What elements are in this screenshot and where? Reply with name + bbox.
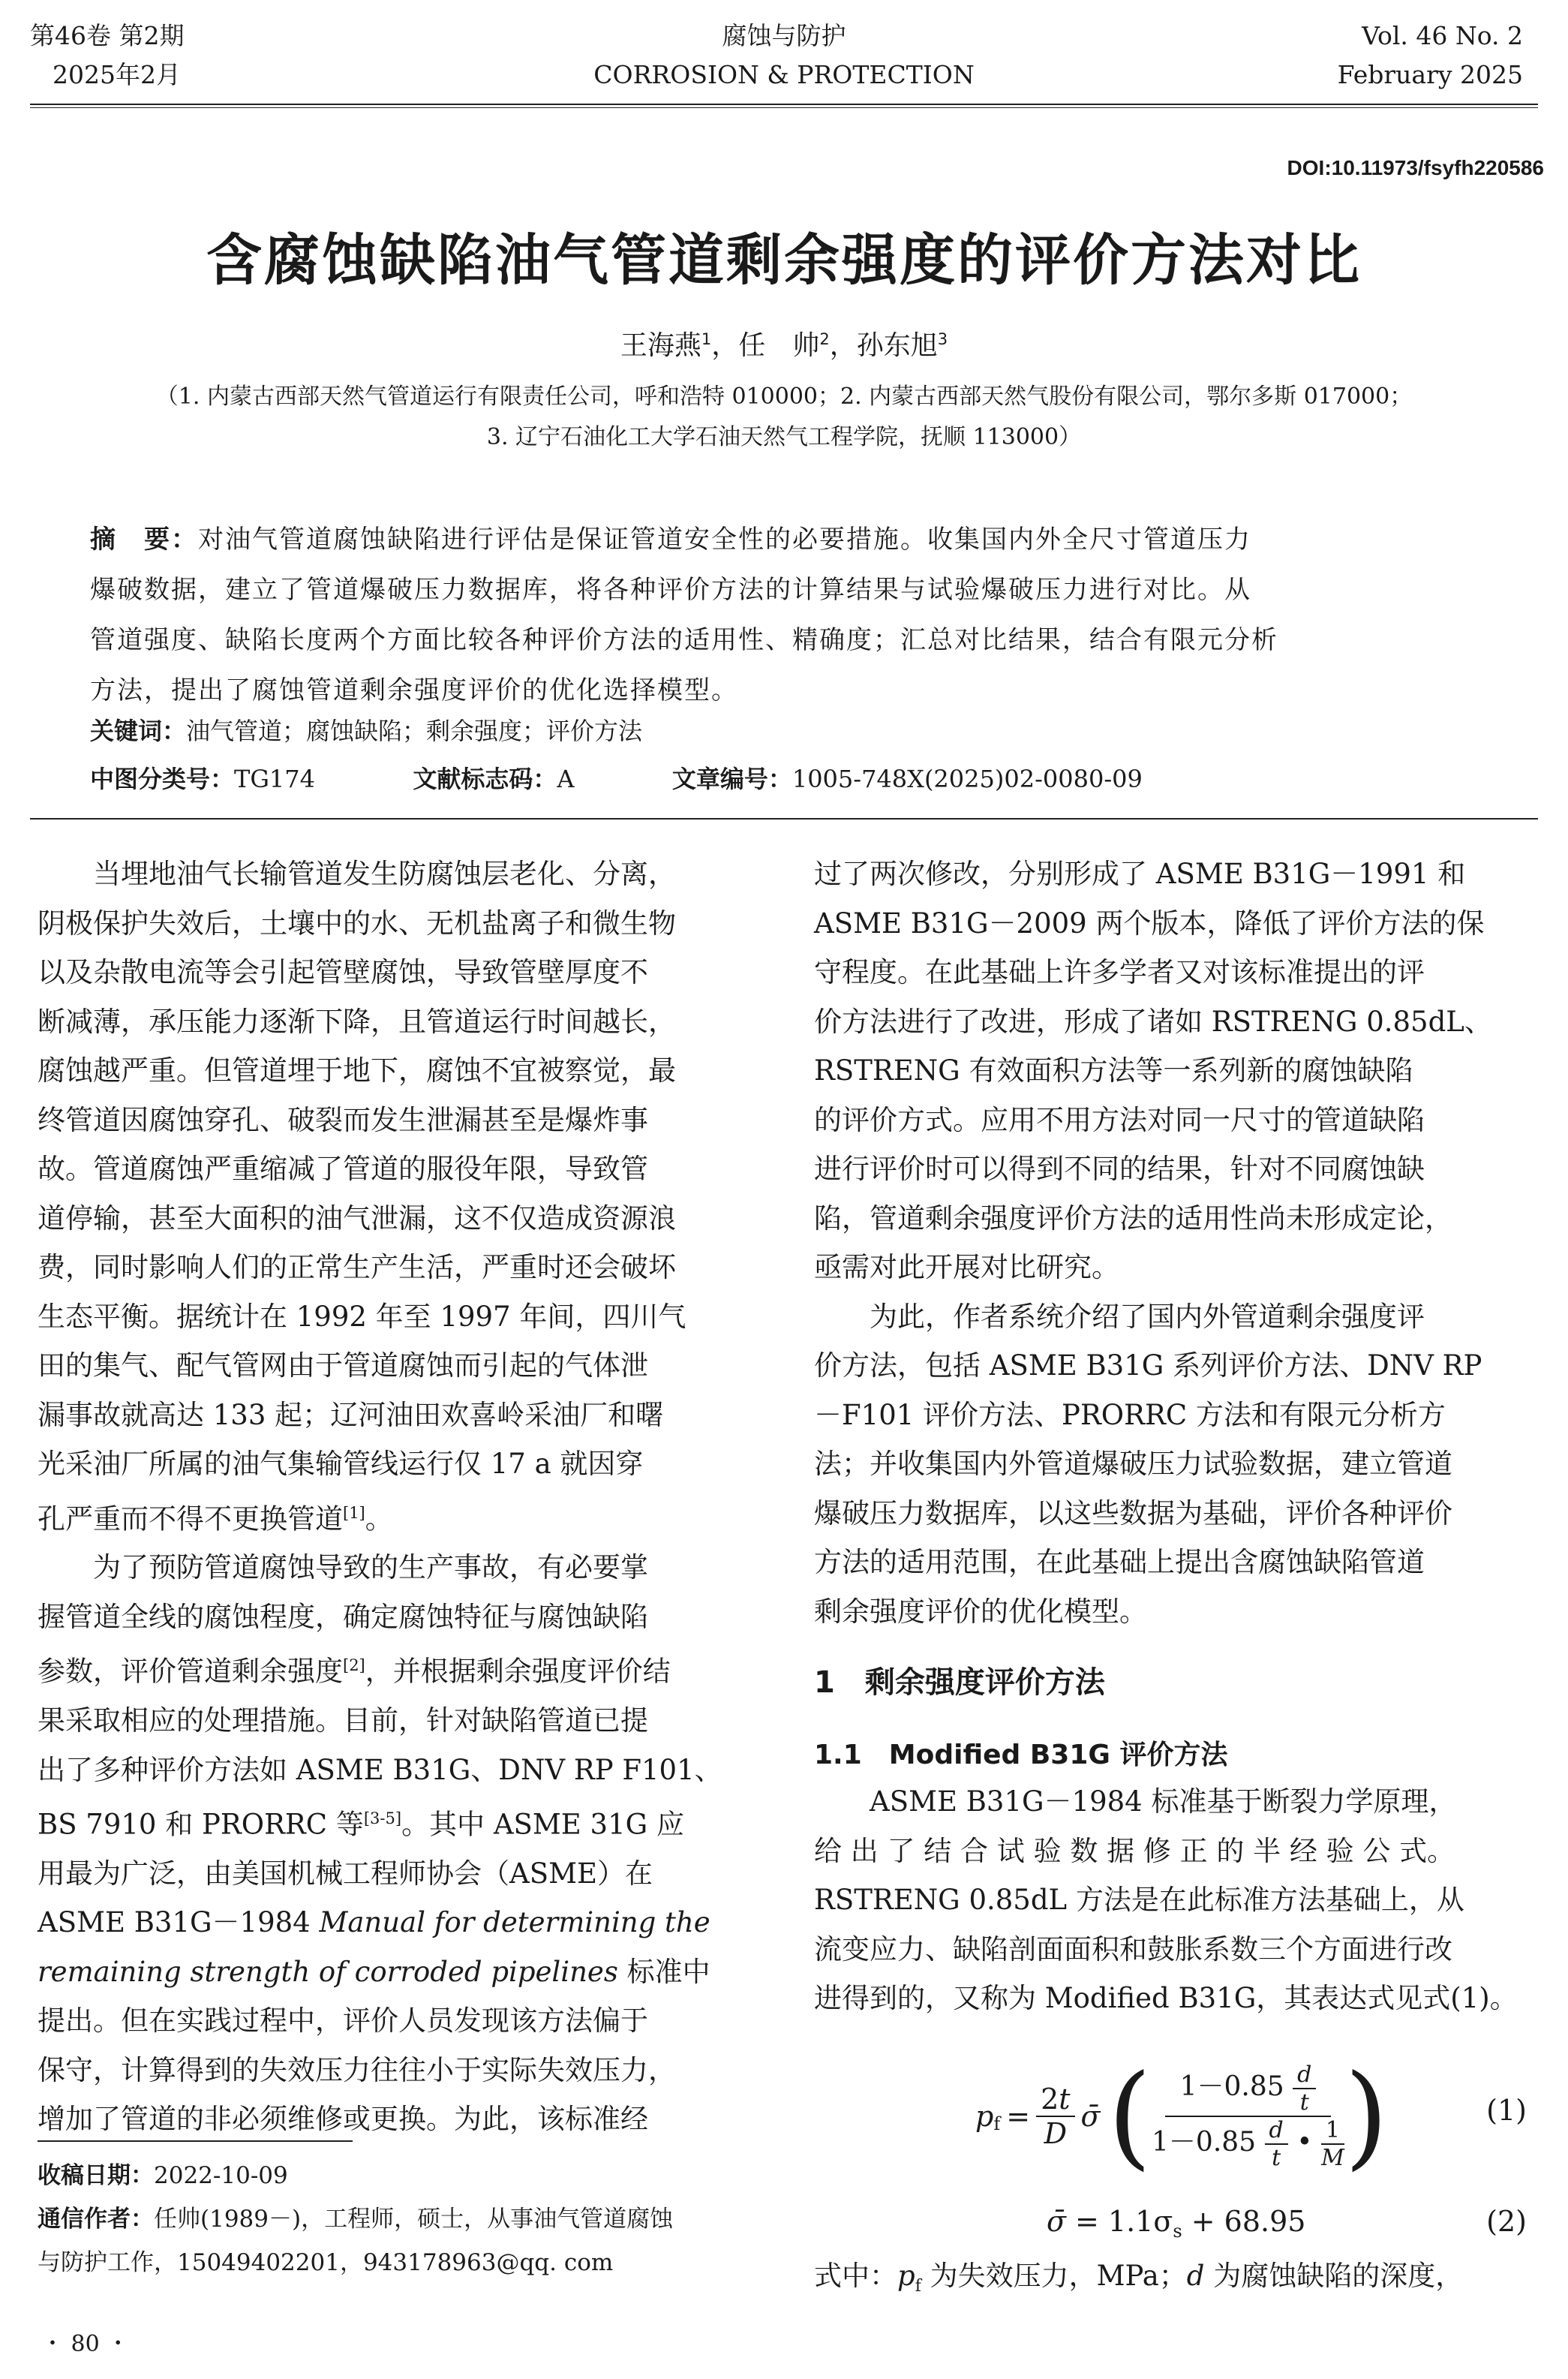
variable-definition: 式中：$p_f$ 为失效压力，MPa；d 为腐蚀缺陷的深度，	[814, 2260, 1464, 2296]
equation-1: p f = $\frac{2t}{D}$ σ̄ ( 1－0.85 $\frac{d}{t}$ 1－0.85 $\frac{d}{t}$ • $\frac{1}{M}$ )	[975, 2051, 1389, 2182]
paragraph	[38, 850, 758, 899]
text-line: ，并根据剩余强度评价结	[365, 1655, 671, 1688]
section-heading-1-1: 1.1 Modified B31G 评价方法	[814, 1740, 1228, 1770]
text-line: 标准中	[617, 1955, 710, 1988]
text-line: ASME B31G－1984 标准基于断裂力学原理，	[870, 1785, 1457, 1818]
text-line: 阴极保护失效后，土壤中的水、无机盐离子和微生物	[38, 907, 676, 940]
text-line: 道停输，甚至大面积的油气泄漏，这不仅造成资源浪	[38, 1202, 676, 1235]
paragraph	[814, 1292, 1534, 1342]
italic-title: remaining strength of corroded pipelines	[38, 1955, 618, 1988]
right-column	[814, 850, 1534, 1636]
text-line: 亟需对此开展对比研究。	[814, 1251, 1119, 1283]
clc-label: 中图分类号：	[90, 765, 235, 793]
paragraph-cont	[814, 850, 1534, 1292]
text-line: 进得到的，又称为 Modified B31G，其表达式见式(1)。	[814, 1982, 1518, 2014]
clc-value: TG174	[234, 765, 315, 793]
header-center	[484, 17, 1084, 95]
text-line: 断减薄，承压能力逐渐下降，且管道运行时间越长，	[38, 1005, 676, 1038]
text-line: 握管道全线的腐蚀程度，确定腐蚀特征与腐蚀缺陷	[38, 1600, 648, 1633]
author-3-sup: 3	[937, 330, 948, 348]
page-number: ・ 80 ・	[41, 2331, 130, 2357]
text-line: 费，同时影响人们的正常生产生活，严重时还会破坏	[38, 1251, 676, 1283]
text-line: 剩余强度评价的优化模型。	[814, 1595, 1147, 1628]
text-line: 增加了管道的非必须维修或更换。为此，该标准经	[38, 2103, 648, 2136]
affiliation-line-1: （1. 内蒙古西部天然气管道运行有限责任公司，呼和浩特 010000；2. 内蒙古西部天然气股份有限公司，鄂尔多斯 017000；	[155, 383, 1413, 410]
text-line: 为失效压力，MPa；	[921, 2260, 1187, 2292]
received-date: 2022-10-09	[154, 2162, 288, 2189]
journal-name-cn: 腐蚀与防护	[722, 21, 846, 50]
text-line: 终管道因腐蚀穿孔、破裂而发生泄漏甚至是爆炸事	[38, 1103, 648, 1136]
keywords-value: 油气管道；腐蚀缺陷；剩余强度；评价方法	[186, 717, 643, 745]
text-line: ASME B31G－1984	[38, 1906, 320, 1939]
text-line: 的评价方式。应用不用方法对同一尺寸的管道缺陷	[814, 1103, 1425, 1136]
abstract-rule	[30, 818, 1538, 820]
text-line: 陷，管道剩余强度评价方法的适用性尚未形成定论，	[814, 1202, 1452, 1235]
paragraph-cont	[814, 1341, 1534, 1636]
text-line: 参数，评价管道剩余强度	[38, 1655, 343, 1688]
text-line: 为腐蚀缺陷的深度，	[1204, 2260, 1464, 2292]
corresponding-author: 任帅(1989－)，工程师，硕士，从事油气管道腐蚀	[154, 2206, 674, 2233]
article-id-value: 1005-748X(2025)02-0080-09	[792, 765, 1143, 793]
text-line: 孔严重而不得不更换管道	[38, 1502, 343, 1535]
text-line: 流变应力、缺陷剖面面积和鼓胀系数三个方面进行改	[814, 1932, 1452, 1965]
article-id-label: 文章编号：	[671, 765, 792, 793]
text-line: ASME B31G－2009 两个版本，降低了评价方法的保	[814, 907, 1485, 940]
abstract-line: 爆破数据，建立了管道爆破压力数据库，将各种评价方法的计算结果与试验爆破压力进行对比。从	[90, 575, 1251, 605]
paragraph	[814, 1777, 1534, 1827]
text-line: 为了预防管道腐蚀导致的生产事故，有必要掌	[93, 1551, 648, 1584]
paragraph-cont	[38, 899, 758, 1544]
corresponding-label: 通信作者：	[38, 2206, 154, 2233]
text-line: 法；并收集国内外管道爆破压力试验数据，建立管道	[814, 1448, 1452, 1480]
author-3: 孙东旭	[856, 330, 938, 361]
abstract-line: 管道强度、缺陷长度两个方面比较各种评价方法的适用性、精确度；汇总对比结果，结合有限元分析	[90, 625, 1278, 655]
text-line: 方法的适用范围，在此基础上提出含腐蚀缺陷管道	[814, 1546, 1425, 1578]
journal-date-en: February 2025	[1337, 60, 1523, 89]
affiliation-line-2: 3. 辽宁石油化工大学石油天然气工程学院，抚顺 113000）	[486, 424, 1082, 450]
text-line: 进行评价时可以得到不同的结果，针对不同腐蚀缺	[814, 1153, 1425, 1185]
text-line: RSTRENG 有效面积方法等一系列新的腐蚀缺陷	[814, 1054, 1413, 1087]
text-line: 价方法，包括 ASME B31G 系列评价方法、DNV RP	[814, 1349, 1482, 1382]
received-label: 收稿日期：	[38, 2162, 154, 2189]
italic-title: Manual for determining the	[319, 1906, 710, 1939]
text-line: 漏事故就高达 133 起；辽河油田欢喜岭采油厂和曙	[38, 1398, 664, 1431]
text-line: 给 出 了 结 合 试 验 数 据 修 正 的 半 经 验 公 式。	[814, 1834, 1455, 1867]
paper-title: 含腐蚀缺陷油气管道剩余强度的评价方法对比	[206, 228, 1362, 293]
text-line: BS 7910 和 PRORRC 等	[38, 1808, 364, 1841]
journal-date: 2025年2月	[53, 60, 181, 89]
text-line: 守程度。在此基础上许多学者又对该标准提出的评	[814, 956, 1425, 988]
header-rule	[30, 104, 1538, 105]
journal-name-en: CORROSION & PROTECTION	[593, 60, 975, 89]
citation[interactable]: [2]	[343, 1656, 365, 1675]
header-left	[30, 17, 184, 95]
text-line: 当埋地油气长输管道发生防腐蚀层老化、分离，	[93, 858, 676, 890]
abstract-line: 对油气管道腐蚀缺陷进行评估是保证管道安全性的必要措施。收集国内外全尺寸管道压力	[198, 525, 1251, 555]
doc-code-label: 文献标志码：	[413, 765, 557, 793]
text-line: 价方法进行了改进，形成了诸如 RSTRENG 0.85dL、	[814, 1005, 1492, 1038]
text-line: 出了多种评价方法如 ASME B31G、DNV RP F101、	[38, 1753, 722, 1786]
equation-2-number: (2)	[1486, 2205, 1527, 2238]
affiliations	[0, 377, 1568, 458]
footnote-rule	[38, 2140, 353, 2142]
keywords	[90, 708, 642, 753]
left-column	[38, 850, 758, 2144]
text-line: 爆破压力数据库，以这些数据为基础，评价各种评价	[814, 1496, 1452, 1529]
paragraph	[38, 1543, 758, 1593]
keywords-label: 关键词：	[90, 717, 187, 745]
abstract-label: 摘 要：	[90, 525, 198, 555]
equation-1-number: (1)	[1486, 2094, 1527, 2127]
author-1: 王海燕	[620, 330, 701, 361]
doc-code-value: A	[557, 765, 575, 793]
corresponding-contact: 与防护工作，15049402201，943178963@qq. com	[38, 2249, 614, 2276]
header-rule-thin	[30, 107, 1538, 108]
header-right	[1338, 17, 1523, 95]
equation-2-const: + 68.95	[1182, 2205, 1306, 2238]
text-line: 过了两次修改，分别形成了 ASME B31G－1991 和	[814, 858, 1466, 890]
citation[interactable]: [3-5]	[363, 1809, 402, 1828]
text-line: 。	[365, 1502, 393, 1535]
section-heading-1: 1 剩余强度评价方法	[814, 1665, 1105, 1700]
text-line: 生态平衡。据统计在 1992 年至 1997 年间，四川气	[38, 1300, 686, 1333]
text-line: －F101 评价方法、PRORRC 方法和有限元分析方	[814, 1398, 1446, 1431]
journal-volume: 第46卷 第2期	[30, 21, 185, 50]
citation[interactable]: [1]	[343, 1503, 365, 1522]
journal-volume-en: Vol. 46 No. 2	[1362, 21, 1523, 50]
equation-2: σ̄ = $1.1\sigma_s + 68.95$	[1047, 2205, 1306, 2242]
author-2-sup: 2	[819, 330, 830, 348]
text-line: 以及杂散电流等会引起管壁腐蚀，导致管壁厚度不	[38, 956, 648, 988]
text-line: 田的集气、配气管网由于管道腐蚀而引起的气体泄	[38, 1349, 648, 1382]
classification-row	[90, 756, 1515, 802]
author-2: 任 帅	[738, 330, 820, 361]
text-line: 用最为广泛，由美国机械工程师协会（ASME）在	[38, 1857, 653, 1890]
abstract	[90, 515, 1493, 716]
paragraph-cont	[814, 1827, 1534, 2023]
text-line: 式中：	[814, 2260, 897, 2292]
text-line: 。其中 ASME 31G 应	[401, 1808, 684, 1841]
text-line: 腐蚀越严重。但管道埋于地下，腐蚀不宜被察觉，最	[38, 1054, 676, 1087]
text-line: 故。管道腐蚀严重缩减了管道的服役年限，导致管	[38, 1153, 648, 1185]
doi: DOI:10.11973/fsyfh220586	[1287, 156, 1544, 179]
text-line: 果采取相应的处理措施。目前，针对缺陷管道已提	[38, 1704, 648, 1737]
footnote	[38, 2154, 773, 2284]
abstract-line: 方法，提出了腐蚀管道剩余强度评价的优化选择模型。	[90, 675, 738, 705]
section-1-1-body	[814, 1777, 1534, 2023]
text-line: RSTRENG 0.85dL 方法是在此标准方法基础上，从	[814, 1884, 1464, 1916]
text-line: 光采油厂所属的油气集输管线运行仅 17 a 就因穿	[38, 1448, 644, 1480]
text-line: 提出。但在实践过程中，评价人员发现该方法偏于	[38, 2005, 648, 2038]
equation-2-text: = 1.1σ	[1075, 2205, 1173, 2238]
text-line: 保守，计算得到的失效压力往往小于实际失效压力，	[38, 2053, 676, 2086]
author-list: 王海燕$^1$，任 帅$^2$，孙东旭$^3$	[620, 330, 948, 361]
author-1-sup: 1	[701, 330, 712, 348]
text-line: 为此，作者系统介绍了国内外管道剩余强度评	[870, 1300, 1425, 1333]
paragraph-cont	[38, 1593, 758, 2144]
